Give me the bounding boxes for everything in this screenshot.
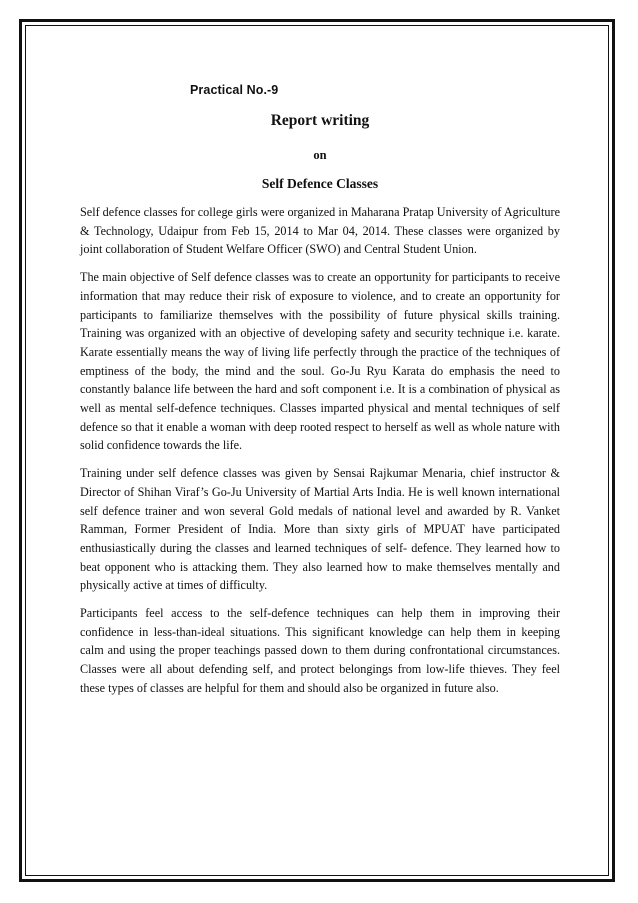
title-connector: on [313, 148, 327, 162]
paragraph-objective: The main objective of Self defence classes was to create an opportunity for participants to receive information that may reduce their risk of exposure to violence, and to create an opportunity for participants to familiarize themselves with the possibility of future physical skills training. Training was organized with an objective of developing safety and security technique i.e. karate. Karate essentially means the way of living life perfectly through the practice of the techniques of emptiness of the body, the mind and the soul. Go-Ju Ryu Karata do emphasis the need to constantly balance life between the hard and soft component i.e. It is a combination of physical as well as mental self-defence techniques. Classes imparted physical and mental techniques of self defence so that it enable a woman with deep rooted respect to herself as well as whole nature with solid confidence towards the life. [80, 270, 560, 453]
paragraph-organization: Self defence classes for college girls were organized in Maharana Pratap University of Agriculture & Technology, Udaipur from Feb 15, 2014 to Mar 04, 2014. These classes were organized by joint collaboration of Student Welfare Officer (SWO) and Central Student Union. [80, 205, 560, 257]
practical-number-label: Practical No.-9 [190, 83, 279, 97]
report-subject: Self Defence Classes [261, 176, 379, 191]
paragraph-training: Training under self defence classes was given by Sensai Rajkumar Menaria, chief instructor & Director of Shihan Viraf’s Go-Ju University of Martial Arts India. He is well known international self defence trainer and won several Gold medals of national level and awarded by R. Vanket Ramman, Former President of India. More than sixty girls of MPUAT have participated enthusiastically during the classes and learned techniques of self- defence. They learned how to beat opponent who is attacking them. They also learned how to make themselves mentally and physically active at times of difficulty. [80, 466, 560, 593]
report-body [80, 203, 560, 707]
paragraph-feedback: Participants feel access to the self-defence techniques can help them in improving their confidence in less-than-ideal situations. This significant knowledge can help them in keeping calm and using the proper teachings passed down to them during confrontational circumstances. Classes were all about defending self, and protect belongings from low-life thieves. They feel these types of classes are helpful for them and should also be organized in future also. [80, 606, 560, 695]
report-title: Report writing [270, 112, 370, 129]
